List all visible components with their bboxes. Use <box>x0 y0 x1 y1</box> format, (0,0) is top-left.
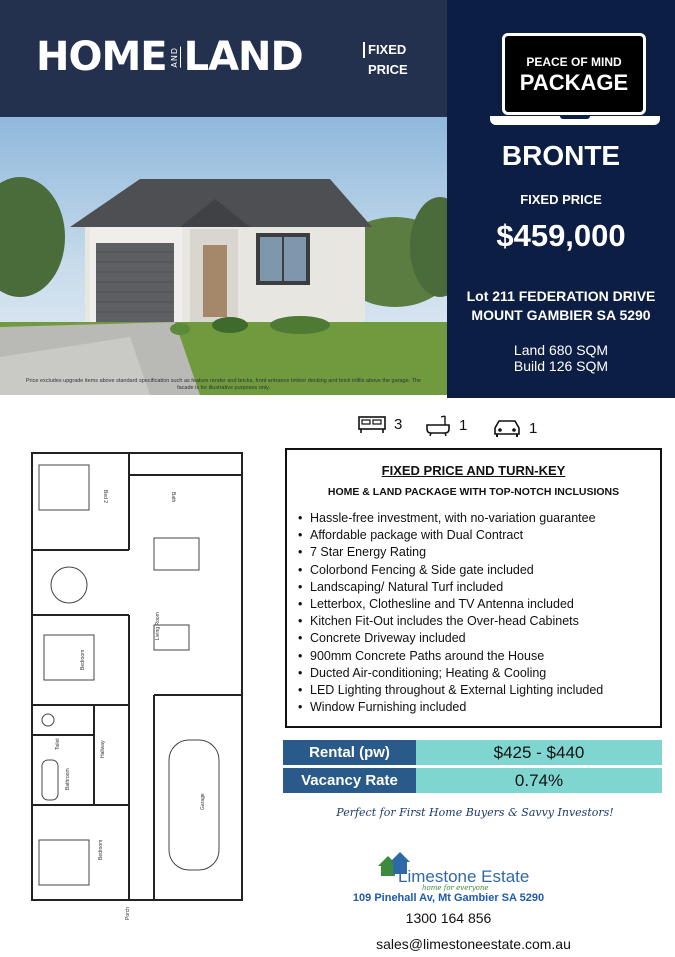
room-bath: Bath <box>170 492 176 503</box>
fixed-price-line2: PRICE <box>368 62 408 77</box>
rental-row <box>283 740 662 765</box>
bedroom-count: 3 <box>394 415 403 433</box>
list-item: • Hassle-free investment, with no-variation guarantee <box>298 510 603 527</box>
inclusions-title: FIXED PRICE AND TURN-KEY <box>381 463 566 478</box>
house-illustration <box>0 117 447 395</box>
lot-sizes <box>447 342 675 374</box>
header-banner <box>0 0 447 117</box>
list-item: • Kitchen Fit-Out includes the Over-head Cabinets <box>298 613 603 630</box>
list-item: • Landscaping/ Natural Turf included <box>298 579 603 596</box>
brand-land: LAND <box>183 34 303 80</box>
list-item: • 900mm Concrete Paths around the House <box>298 648 603 665</box>
cars-spec <box>493 418 537 438</box>
list-item: • Concrete Driveway included <box>298 630 603 647</box>
address-line1: Lot 211 FEDERATION DRIVE <box>466 288 656 304</box>
fixed-price-tag <box>368 40 408 80</box>
estate-email[interactable]: sales@limestoneestate.com.au <box>376 936 571 952</box>
estate-name: Limestone Estate <box>398 867 530 886</box>
land-size: Land 680 SQM <box>513 342 609 358</box>
list-item: • Affordable package with Dual Contract <box>298 527 603 544</box>
bedrooms-spec <box>358 414 402 434</box>
rental-label: Rental (pw) <box>283 740 416 765</box>
package-line2: PACKAGE <box>519 70 629 95</box>
inclusions-subtitle: HOME & LAND PACKAGE WITH TOP-NOTCH INCLUSIONS <box>327 486 620 498</box>
model-name: BRONTE <box>501 140 621 171</box>
room-living: Living Room <box>155 612 161 640</box>
price-label: FIXED PRICE <box>520 192 602 207</box>
bathroom-count: 1 <box>459 416 468 434</box>
estate-tag: home for everyone <box>422 884 489 892</box>
bath-icon <box>425 414 451 436</box>
estate-address: 109 Pinehall Av, Mt Gambier SA 5290 <box>352 892 545 904</box>
vacancy-row <box>283 768 662 793</box>
room-bathroom: Bathroom <box>65 768 71 790</box>
vacancy-value: 0.74% <box>416 768 662 793</box>
lot-address <box>447 287 675 325</box>
inclusions-box <box>285 448 662 728</box>
package-line1: PEACE OF MIND <box>526 55 622 69</box>
vacancy-label: Vacancy Rate <box>283 768 416 793</box>
room-bedroom: Bedroom <box>80 649 86 670</box>
room-toilet: Toilet <box>55 738 61 750</box>
build-size: Build 126 SQM <box>513 358 609 374</box>
bed-icon <box>358 414 386 434</box>
tagline: Perfect for First Home Buyers & Savvy Investors! <box>336 806 614 819</box>
list-item: • Window Furnishing included <box>298 699 603 716</box>
room-garage: Garage <box>200 793 206 810</box>
room-bedroom3: Bedroom <box>98 839 104 860</box>
room-porch: Porch <box>125 906 131 920</box>
photo-disclaimer: Price excludes upgrade items above standard specification such as feature render and bricks, front entrance timber decking and brick infills above the garage. The facade is for illustrative purposes only. <box>25 378 422 391</box>
car-count: 1 <box>529 419 538 437</box>
laptop-base <box>490 116 660 125</box>
bathrooms-spec <box>425 414 467 436</box>
room-bed2: Bed 2 <box>102 490 108 504</box>
car-icon <box>493 418 521 438</box>
address-line2: MOUNT GAMBIER SA 5290 <box>471 307 651 323</box>
fixed-price-line1: FIXED <box>368 42 407 57</box>
brand-home: HOME <box>36 34 167 80</box>
price: $459,000 <box>496 218 626 253</box>
brand-logo <box>36 34 303 80</box>
list-item: • Ducted Air-conditioning; Heating & Cooling <box>298 665 603 682</box>
list-item: • Colorbond Fencing & Side gate included <box>298 562 603 579</box>
house-photo <box>0 117 447 395</box>
list-item: • Letterbox, Clothesline and TV Antenna included <box>298 596 603 613</box>
room-hallway: Hallway <box>100 740 106 758</box>
estate-phone[interactable]: 1300 164 856 <box>405 910 492 926</box>
list-item: • LED Lighting throughout & External Lighting included <box>298 682 603 699</box>
inclusions-list <box>298 510 603 716</box>
brand-and: AND <box>169 46 179 68</box>
rental-value: $425 - $440 <box>416 740 662 765</box>
list-item: • 7 Star Energy Rating <box>298 544 603 561</box>
floor-plan-drawing <box>4 410 276 955</box>
floor-plan <box>4 410 276 955</box>
